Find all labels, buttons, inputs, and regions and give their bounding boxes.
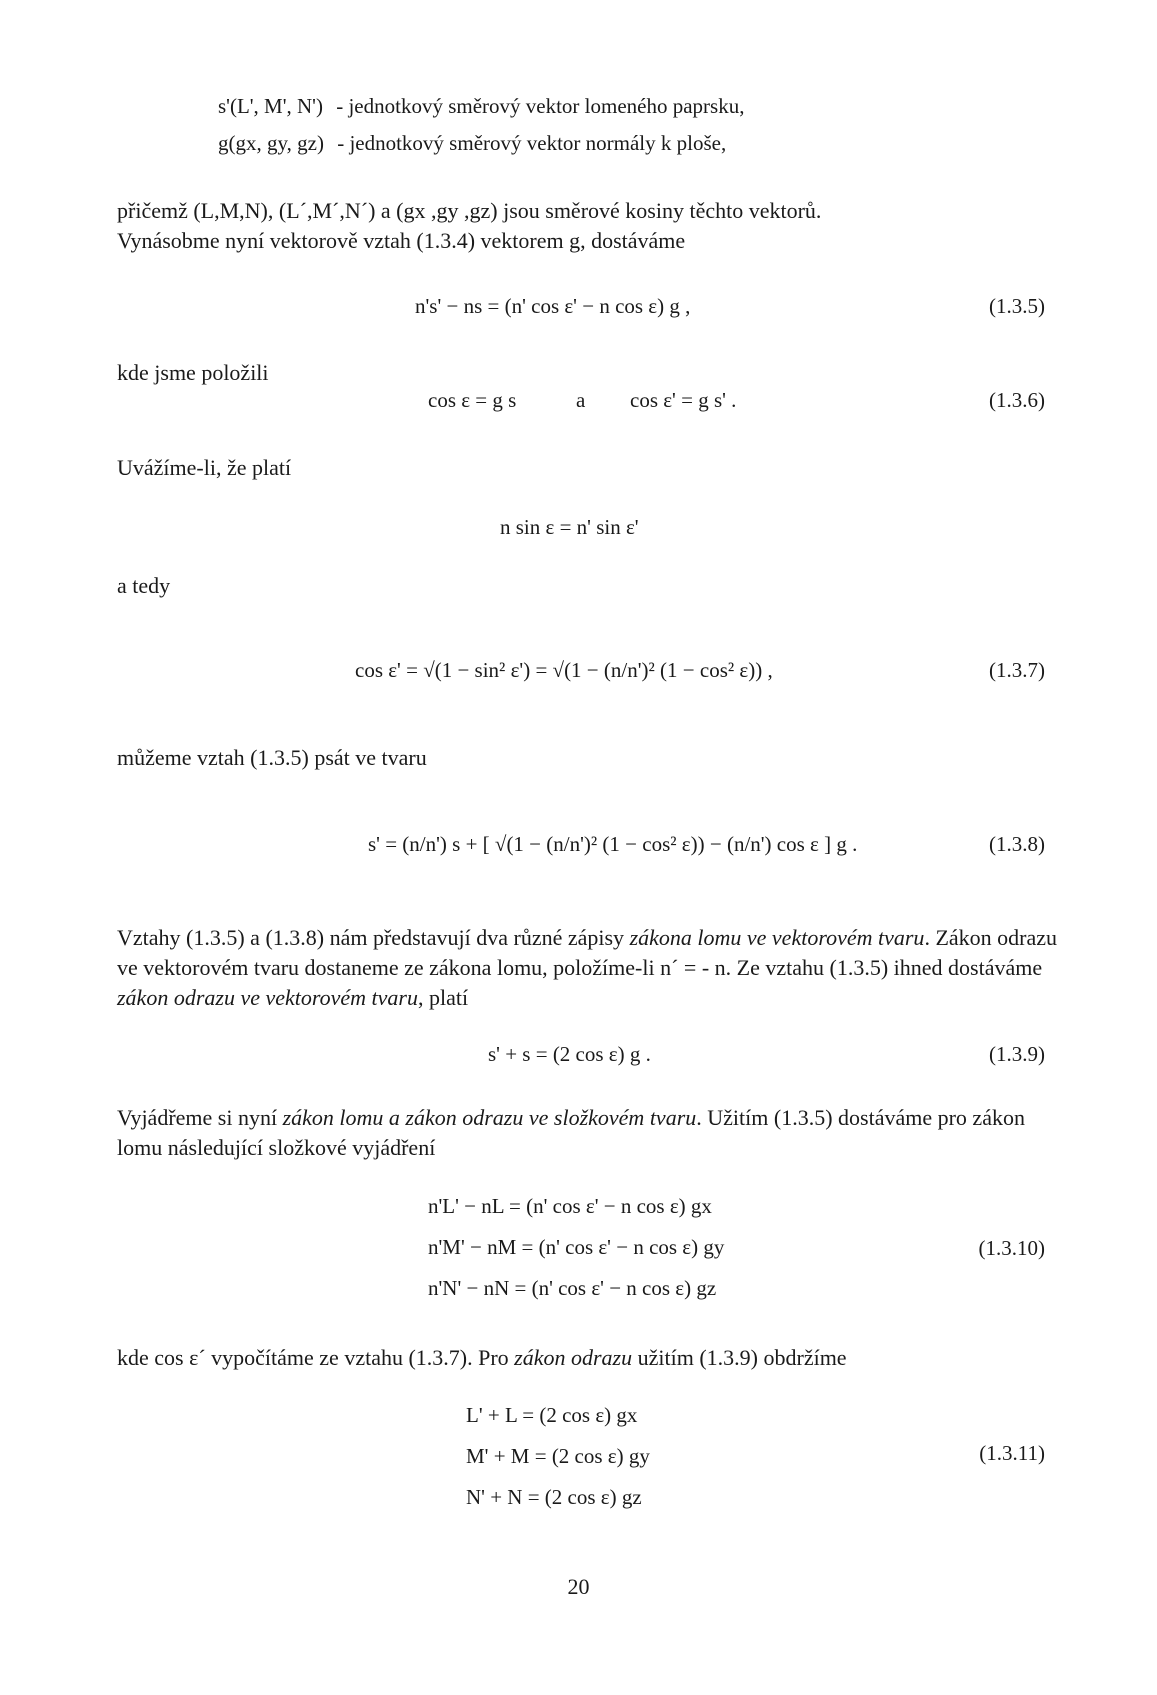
paragraph-4-part-a: kde cos ε´ vypočítáme ze vztahu (1.3.7). Pro [117, 1345, 509, 1370]
paragraph-2-emphasis-1: zákona lomu ve vektorovém tvaru [629, 925, 925, 950]
equation-snell: n sin ε = n' sin ε' [500, 515, 639, 539]
paragraph-2 [117, 923, 1067, 1013]
text-uvazime: Uvážíme-li, že platí [117, 455, 292, 480]
equation-1-3-11-row-z: N' + N = (2 cos ε) gz [466, 1485, 642, 1509]
paragraph-2-part-b: . Zákon odrazu ve vektorovém tvaru dostaneme ze zákona lomu, položíme-li n´ = - n. Ze vztahu (1.3.5) ihned dostáváme [117, 925, 1057, 980]
equation-1-3-11 [466, 1395, 650, 1518]
paragraph-3-part-b: . Užitím (1.3.5) dostáváme pro zákon lomu následující složkové vyjádření [117, 1105, 1025, 1160]
equation-1-3-10-row-x: n'L' − nL = (n' cos ε' − n cos ε) gx [428, 1194, 712, 1218]
g-description: - jednotkový směrový vektor normály k ploše, [337, 131, 727, 155]
definition-g [218, 131, 726, 156]
text-muzeme: můžeme vztah (1.3.5) psát ve tvaru [117, 745, 427, 770]
paragraph-3-emphasis: zákon lomu a zákon odrazu ve složkovém tvaru [282, 1105, 697, 1130]
paragraph-2-part-a: Vztahy (1.3.5) a (1.3.8) nám představují dva různé zápisy [117, 925, 625, 950]
g-vector: g(gx, gy, gz) [218, 131, 324, 155]
equation-1-3-11-row-y: M' + M = (2 cos ε) gy [466, 1444, 650, 1468]
text-a-tedy: a tedy [117, 573, 171, 598]
equation-1-3-7: cos ε' = √(1 − sin² ε') = √(1 − (n/n')² (1 − cos² ε)) , [355, 658, 773, 682]
equation-number-1-3-9: (1.3.9) [989, 1042, 1045, 1066]
equation-number-1-3-7: (1.3.7) [989, 658, 1045, 682]
paragraph-4 [117, 1343, 1067, 1373]
paragraph-1-line-1: přičemž (L,M,N), (L´,M´,N´) a (gx ,gy ,gz) jsou směrové kosiny těchto vektorů. [117, 198, 822, 223]
equation-number-1-3-11: (1.3.11) [979, 1441, 1045, 1465]
equation-number-1-3-6: (1.3.6) [989, 388, 1045, 412]
paragraph-3-part-a: Vyjádřeme si nyní [117, 1105, 278, 1130]
equation-1-3-10-row-z: n'N' − nN = (n' cos ε' − n cos ε) gz [428, 1276, 717, 1300]
paragraph-4-emphasis: zákon odrazu [514, 1345, 633, 1370]
equation-1-3-6-right: cos ε' = g s' . [630, 388, 737, 412]
s-prime-vector: s'(L', M', N') [218, 94, 323, 118]
paragraph-3 [117, 1103, 1067, 1163]
paragraph-4-part-b: užitím (1.3.9) obdržíme [637, 1345, 847, 1370]
equation-1-3-6-mid: a [576, 388, 586, 412]
equation-number-1-3-10: (1.3.10) [978, 1236, 1045, 1260]
equation-1-3-10-row-y: n'M' − nM = (n' cos ε' − n cos ε) gy [428, 1235, 725, 1259]
paragraph-1-line-2: Vynásobme nyní vektorově vztah (1.3.4) vektorem g, dostáváme [117, 228, 686, 253]
paragraph-2-part-c: , platí [418, 985, 469, 1010]
equation-1-3-10 [428, 1186, 724, 1309]
equation-1-3-9: s' + s = (2 cos ε) g . [488, 1042, 651, 1066]
s-prime-description: - jednotkový směrový vektor lomeného paprsku, [336, 94, 745, 118]
equation-1-3-8: s' = (n/n') s + [ √(1 − (n/n')² (1 − cos² ε)) − (n/n') cos ε ] g . [368, 832, 858, 856]
text-kde-jsme: kde jsme položili [117, 360, 269, 385]
equation-number-1-3-8: (1.3.8) [989, 832, 1045, 856]
equation-1-3-11-row-x: L' + L = (2 cos ε) gx [466, 1403, 638, 1427]
equation-number-1-3-5: (1.3.5) [989, 294, 1045, 318]
definition-s-prime [218, 94, 744, 119]
equation-1-3-5: n's' − ns = (n' cos ε' − n cos ε) g , [415, 294, 691, 318]
equation-1-3-6-left: cos ε = g s [428, 388, 517, 412]
page-number: 20 [567, 1574, 590, 1599]
paragraph-2-emphasis-2: zákon odrazu ve vektorovém tvaru [117, 985, 418, 1010]
